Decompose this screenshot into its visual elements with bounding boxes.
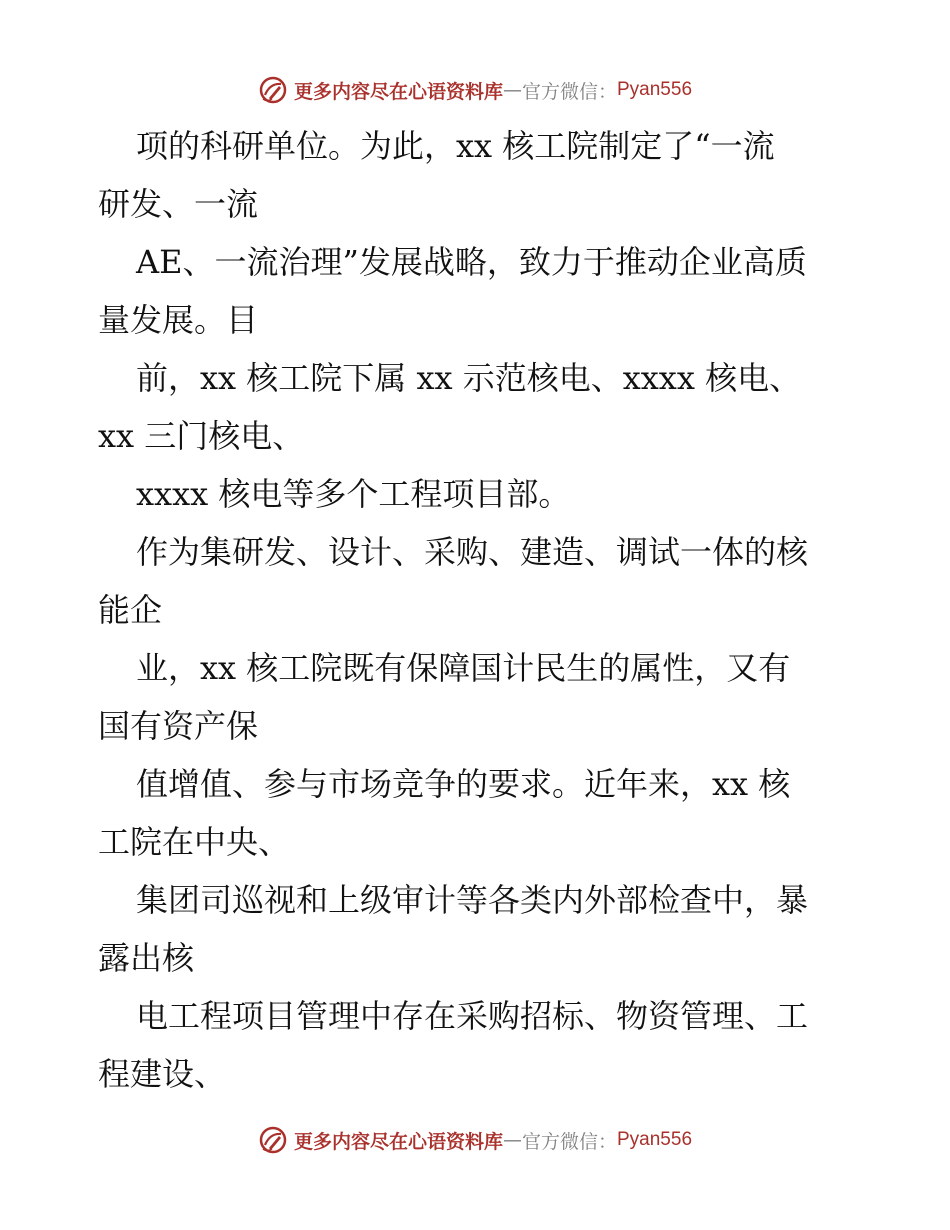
footer-banner bbox=[0, 1120, 950, 1160]
text-line: 集团司巡视和上级审计等各类内外部检查中，暴 bbox=[136, 881, 809, 919]
text-line: 项的科研单位。为此，xx 核工院制定了“一流 bbox=[136, 127, 775, 165]
text-line: 电工程项目管理中存在采购招标、物资管理、工 bbox=[136, 997, 809, 1035]
text-line: 程建设、 bbox=[98, 1055, 227, 1093]
text-line: 研发、一流 bbox=[98, 185, 259, 223]
banner-separator: — bbox=[502, 1129, 522, 1151]
banner-separator: — bbox=[502, 79, 522, 101]
banner-wechat-account: Pyan556 bbox=[617, 1129, 693, 1150]
text-line: xxxx 核电等多个工程项目部。 bbox=[136, 475, 571, 513]
header-banner bbox=[0, 70, 950, 110]
text-line: 前，xx 核工院下属 xx 示范核电、xxxx 核电、 bbox=[136, 359, 802, 397]
text-line: 工院在中央、 bbox=[98, 823, 291, 861]
text-line: 国有资产保 bbox=[98, 707, 259, 745]
banner-wechat-label: 官方微信： bbox=[521, 1130, 617, 1153]
text-line: 作为集研发、设计、采购、建造、调试一体的核 bbox=[136, 533, 809, 571]
banner-main-text: 更多内容尽在心语资料库 bbox=[293, 1130, 503, 1153]
text-line: AE、一流治理”发展战略，致力于推动企业高质 bbox=[136, 243, 807, 281]
text-line: 量发展。目 bbox=[98, 301, 259, 339]
pen-swirl-logo-icon bbox=[258, 75, 288, 105]
text-line: xx 三门核电、 bbox=[98, 417, 305, 455]
text-line: 能企 bbox=[98, 591, 163, 629]
text-line: 值增值、参与市场竞争的要求。近年来，xx 核 bbox=[136, 765, 791, 803]
banner-wechat-label: 官方微信： bbox=[521, 80, 617, 103]
text-line: 业，xx 核工院既有保障国计民生的属性，又有 bbox=[136, 649, 791, 687]
banner-main-text: 更多内容尽在心语资料库 bbox=[293, 80, 503, 103]
text-line: 露出核 bbox=[98, 939, 195, 977]
banner-wechat-account: Pyan556 bbox=[617, 79, 693, 100]
pen-swirl-logo-icon bbox=[258, 1125, 288, 1155]
document-body bbox=[98, 117, 858, 1103]
